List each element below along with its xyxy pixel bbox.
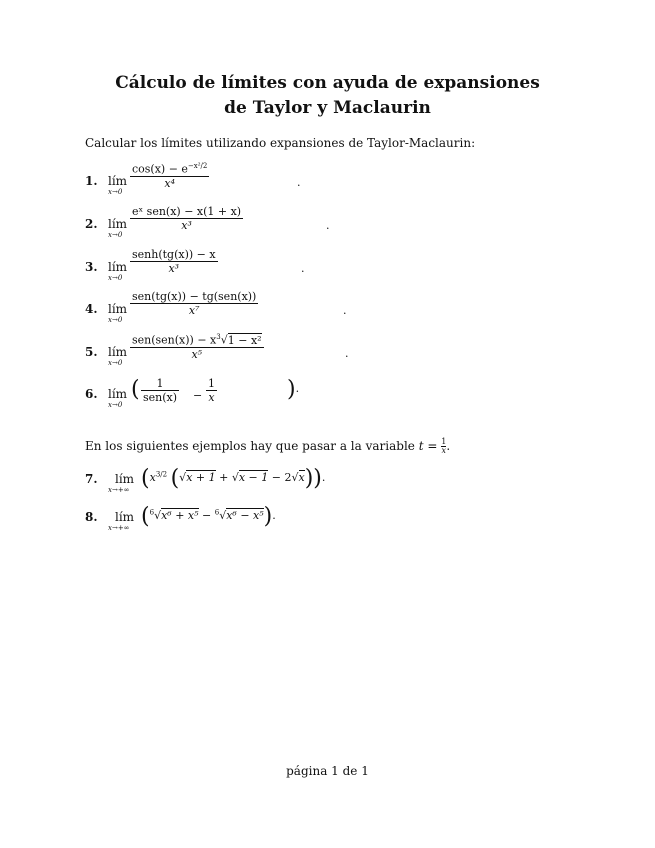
lim-operator: lím [115,510,135,524]
lim-subscript: x→+∞ [108,486,130,494]
problem-2: 2. lím x→0 eˣ sen(x) − x(1 + x) x³ . [85,205,330,239]
lim-operator: lím [108,387,128,401]
lim-operator: lím [108,345,128,359]
variable-t: t = [418,439,438,453]
fraction-a [141,377,179,404]
expression: ($^6$√x⁶ + x⁵ − $^6$√x⁶ − x⁵). [141,504,276,529]
denominator: x³ [130,218,243,232]
instructions-text-2: En los siguientes ejemplos hay que pasar a la variable t = $\frac{1}{x}$ . [85,437,451,455]
lim-subscript: x→0 [108,274,123,282]
root-index-2: 6 [214,508,220,517]
root-index: 3 [216,333,221,341]
fraction [130,205,243,232]
base-x: x [149,471,156,484]
problem-6: 6. lím x→0 ( 1 sen(x) − $\frac{1}{x}$ ). [85,377,300,409]
lim-subscript: x→0 [108,401,123,409]
problem-number: 7. [85,472,98,486]
lim-operator: lím [108,217,128,231]
radicand-2: x⁶ − x⁵ [226,509,264,522]
page-title-line-2: de Taylor y Maclaurin [224,98,431,118]
numerator: 1 [156,377,164,390]
instructions-text: Calcular los límites utilizando expansiones de Taylor-Maclaurin: [85,136,476,150]
page-title-line-1: Cálculo de límites con ayuda de expansiones [115,73,540,93]
problem-8 [85,502,585,542]
t-numerator: 1 [441,437,447,446]
numerator: 1 [208,377,215,390]
coefficient: 2 [284,471,292,484]
expression: ($x^{3/2}$ (√x + 1 + √x − 1 − 2√x)). [141,466,326,491]
denominator: x [206,390,217,404]
lim-subscript: x→0 [108,316,123,324]
fraction [130,162,209,190]
t-denominator: x [441,446,447,455]
page-footer: página 1 de 1 [286,764,369,778]
problem-number: 4. [85,302,98,316]
fraction [130,248,218,275]
numerator: cos(x) − e [132,162,188,176]
lim-operator: lím [115,472,135,486]
problem-number: 1. [85,174,98,188]
problem-number: 8. [85,510,98,524]
radicand-1: x + 1 [186,471,216,484]
radicand: 1 − x² [227,333,262,347]
exponent: −x²/2 [187,162,208,170]
exponent: 3/2 [155,470,168,479]
problem-7 [85,464,585,504]
lim-operator: lím [108,260,128,274]
lim-operator: lím [108,174,128,188]
lim-subscript: x→0 [108,231,123,239]
numerator: senh(tg(x)) − x [132,248,216,261]
problem-3: 3. lím x→0 senh(tg(x)) − x x³ . [85,248,305,282]
radicand-2: x − 1 [238,471,269,484]
lim-operator: lím [108,302,128,316]
problem-number: 3. [85,260,98,274]
fraction-b [206,377,217,404]
instructions-sentence: En los siguientes ejemplos hay que pasar a la variable [85,439,415,453]
problem-number: 2. [85,217,98,231]
t-fraction [441,438,446,455]
problem-1: 1. lím x→0 $\frac{\cos(x) - e^{-x^2/2}}{\text{x⁴}}$ . [85,162,301,196]
fraction: $sen(sen(x)) - x^3√1 - x^2$ x⁵ [132,333,262,361]
denominator: x⁴ [130,176,209,190]
radicand-1: x⁶ + x⁵ [161,509,199,522]
radicand-3: x [298,471,305,484]
denominator: x³ [130,261,218,275]
problem-number: 5. [85,345,98,359]
numerator: sen(tg(x)) − tg(sen(x)) [132,290,257,303]
lim-subscript: x→0 [108,359,123,367]
problem-5: 5. lím x→0 $sen(sen(x)) - x^3√1 - x^2$ x⁵ . [85,333,349,367]
numerator-part: sen(sen(x)) − x [132,333,217,347]
denominator: sen(x) [143,391,178,404]
numerator: eˣ sen(x) − x(1 + x) [132,205,242,218]
root-index-1: 6 [149,508,155,517]
fraction [130,290,258,317]
problem-4: 4. lím x→0 sen(tg(x)) − tg(sen(x)) x⁷ . [85,290,347,324]
denominator: x⁷ [130,303,258,317]
denominator: x⁵ [130,347,264,361]
lim-subscript: x→0 [108,188,123,196]
problem-number: 6. [85,387,98,401]
lim-subscript: x→+∞ [108,524,130,532]
